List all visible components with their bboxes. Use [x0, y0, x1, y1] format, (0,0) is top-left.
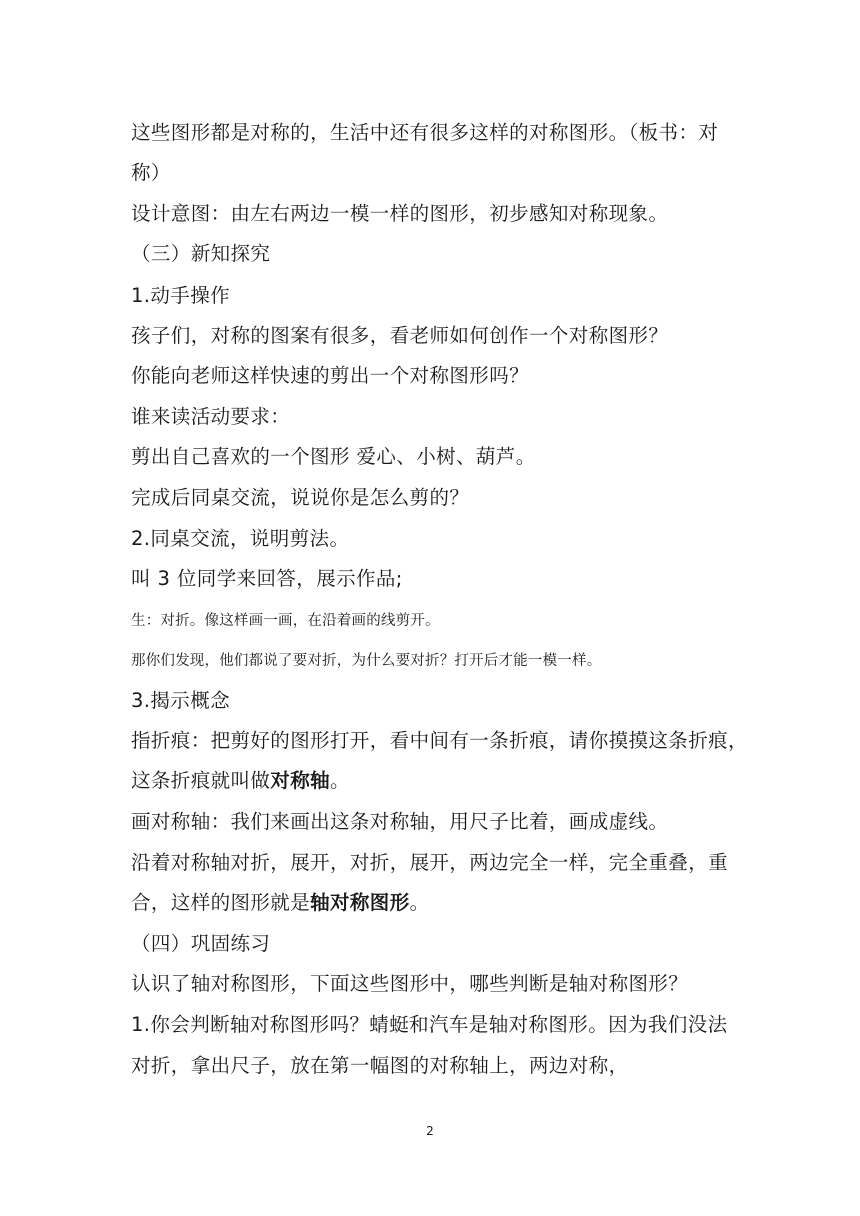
text-line: 对折，拿出尺子，放在第一幅图的对称轴上，两边对称， — [131, 1054, 629, 1077]
text-line-small: 那你们发现，他们都说了要对折，为什么要对折？打开后才能一模一样。 — [131, 653, 602, 669]
bold-term: 轴对称图形 — [310, 891, 410, 914]
text-line: 剪出自己喜欢的一个图形 爱心、小树、葫芦。 — [131, 445, 536, 468]
text-run: 。 — [409, 891, 430, 914]
text-line: 指折痕：把剪好的图形打开，看中间有一条折痕，请你摸摸这条折痕， — [131, 729, 748, 752]
text-line: 你能向老师这样快速的剪出一个对称图形吗？ — [131, 364, 530, 387]
text-line-with-term — [131, 887, 430, 915]
page-number: 2 — [426, 1124, 434, 1138]
subsection-heading: 2.同桌交流，说明剪法。 — [131, 527, 350, 550]
text-line: 画对称轴：我们来画出这条对称轴，用尺子比着，画成虚线。 — [131, 810, 669, 833]
text-line: 1.你会判断轴对称图形吗？蜻蜓和汽车是轴对称图形。因为我们没法 — [131, 1013, 728, 1036]
text-line: 设计意图：由左右两边一模一样的图形，初步感知对称现象。 — [131, 202, 669, 225]
text-line: 这些图形都是对称的，生活中还有很多这样的对称图形。（板书：对 — [131, 121, 719, 144]
subsection-heading: 1.动手操作 — [131, 284, 231, 307]
text-run: 。 — [330, 769, 350, 792]
text-run: 合，这样的图形就是 — [131, 891, 311, 914]
text-run: 这条折痕就叫做 — [131, 769, 271, 792]
text-line: 完成后同桌交流，说说你是怎么剪的？ — [131, 486, 470, 509]
text-line-small: 生：对折。像这样画一画，在沿着画的线剪开。 — [131, 613, 440, 629]
text-line: 认识了轴对称图形，下面这些图形中，哪些判断是轴对称图形？ — [131, 972, 689, 995]
text-line: 称） — [131, 161, 171, 184]
text-line: 叫 3 位同学来回答，展示作品; — [131, 567, 403, 590]
text-line: 沿着对称轴对折，展开，对折，展开，两边完全一样，完全重叠，重 — [131, 851, 729, 874]
section-heading: （三）新知探究 — [131, 242, 271, 265]
bold-term: 对称轴 — [270, 769, 331, 792]
subsection-heading: 3.揭示概念 — [131, 689, 231, 712]
text-line: 谁来读活动要求： — [131, 405, 291, 428]
text-line: 孩子们，对称的图案有很多，看老师如何创作一个对称图形？ — [131, 324, 669, 347]
section-heading: （四）巩固练习 — [131, 932, 271, 955]
text-line-with-term — [131, 765, 350, 793]
